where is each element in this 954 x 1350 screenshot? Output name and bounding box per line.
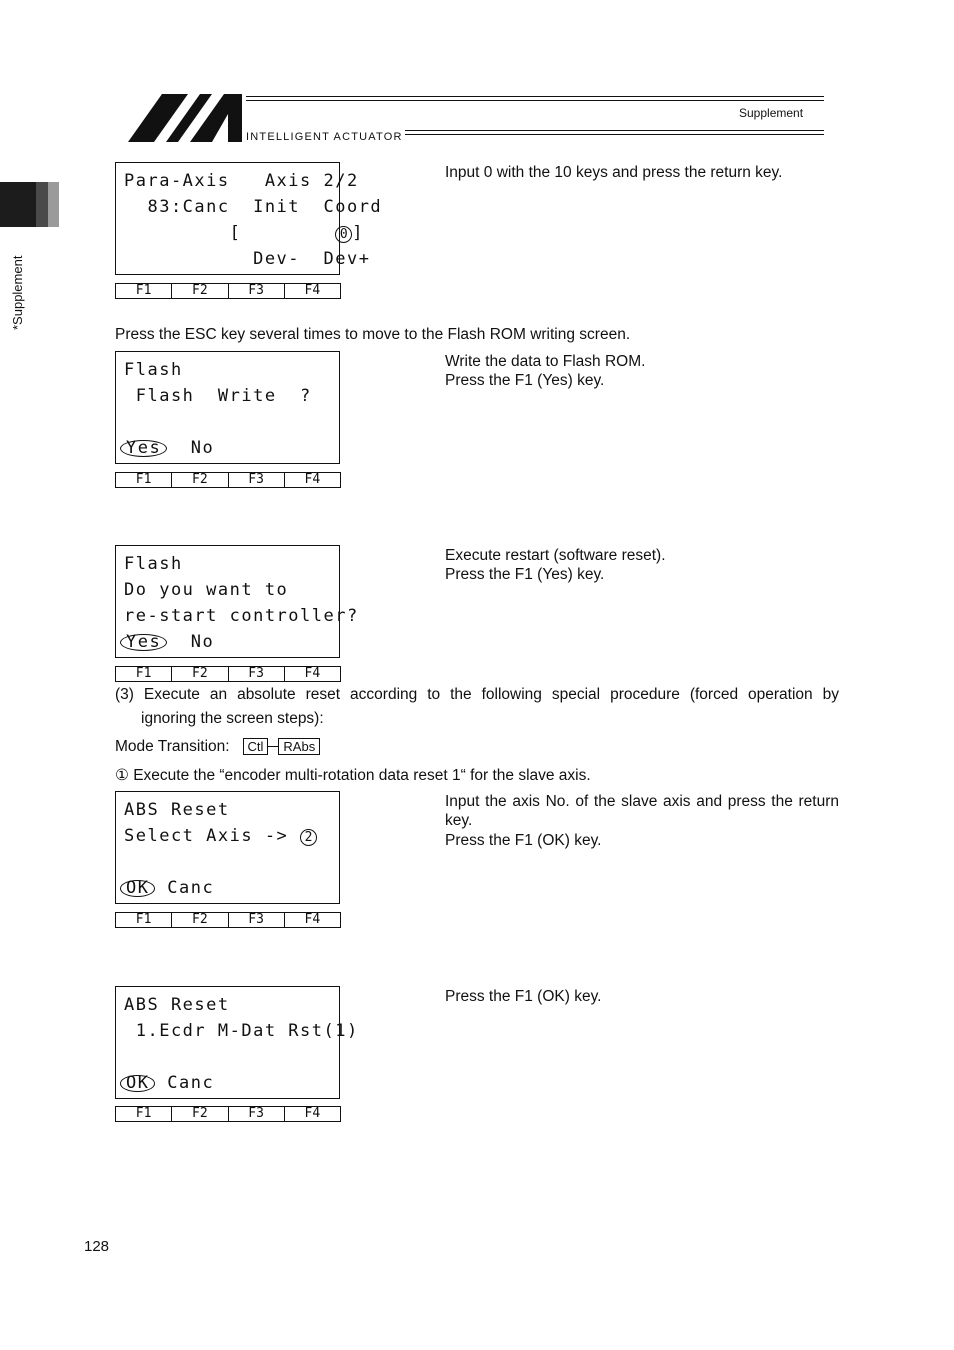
lcd-line: Flash [124, 360, 183, 380]
mode-transition-label: Mode Transition: [115, 738, 230, 755]
input-value: 0 [335, 226, 352, 243]
lcd-screen-restart [115, 545, 359, 658]
lcd-line: [ 0 ] [124, 223, 364, 243]
lcd-line: Flash [124, 554, 183, 574]
f4-key: F4 [304, 912, 321, 927]
f2-key: F2 [172, 913, 228, 927]
f3-key: F3 [229, 473, 285, 487]
lcd-softkeys [120, 438, 214, 458]
side-tab [48, 182, 59, 227]
lcd-line [124, 826, 317, 846]
lcd-softkeys [120, 632, 214, 652]
ctl-key: Ctl [243, 738, 269, 755]
f3-key: F3 [229, 913, 285, 927]
lcd-screen-abs-reset-select [115, 791, 340, 904]
lcd-line-text: [ [124, 223, 336, 243]
side-tab [0, 182, 36, 227]
f1-key: F1 [116, 913, 172, 927]
f2-key: F2 [172, 284, 228, 298]
f3-key: F3 [229, 284, 285, 298]
lcd-softkeys [120, 878, 214, 898]
caption: Input 0 with the 10 keys and press the return key. [445, 164, 783, 181]
caption: Execute restart (software reset). [445, 547, 666, 564]
section-title: Supplement [739, 106, 804, 120]
side-tab [36, 182, 48, 227]
lcd-screen-flash-write [115, 351, 340, 464]
lcd-line: Flash Write ? [124, 386, 312, 406]
step-3-text: (3) Execute an absolute reset according to the following special procedure (forced operation by [115, 686, 839, 703]
step-1-text: ① Execute the “encoder multi-rotation data reset 1“ for the slave axis. [115, 767, 591, 784]
caption: Write the data to Flash ROM. [445, 353, 646, 370]
side-tab-label: *Supplement [10, 255, 25, 330]
lcd-line: Do you want to [124, 580, 289, 600]
function-keys [115, 912, 341, 928]
f4-key: F4 [304, 666, 321, 681]
function-keys [115, 472, 341, 488]
instruction-text: Press the ESC key several times to move to the Flash ROM writing screen. [115, 326, 631, 343]
ok-softkey: OK [120, 1075, 155, 1092]
lcd-line: ABS Reset [124, 995, 230, 1015]
rabs-key: RAbs [278, 738, 320, 755]
caption: Press the F1 (OK) key. [445, 832, 602, 849]
page-number: 128 [84, 1238, 110, 1255]
caption: Press the F1 (OK) key. [445, 988, 602, 1005]
f1-key: F1 [116, 284, 172, 298]
caption: Input the axis No. of the slave axis and press the return key. [445, 793, 839, 829]
lcd-line: 1.Ecdr M-Dat Rst(1) [124, 1021, 359, 1041]
lcd-line: Dev- Dev+ [124, 249, 371, 269]
logo-subtext: INTELLIGENT ACTUATOR [246, 131, 403, 143]
axis-value: 2 [300, 829, 317, 846]
lcd-line: Para-Axis Axis 2/2 [124, 171, 359, 191]
f4-key: F4 [304, 472, 321, 487]
f4-key: F4 [304, 283, 321, 298]
f1-key: F1 [116, 667, 172, 681]
lcd-line: ABS Reset [124, 800, 230, 820]
yes-softkey: Yes [120, 440, 167, 457]
f1-key: F1 [116, 473, 172, 487]
function-keys [115, 666, 341, 682]
caption: Press the F1 (Yes) key. [445, 372, 605, 389]
header-rule [405, 134, 824, 135]
canc-softkey: Canc [167, 878, 215, 898]
lcd-line-text: Select Axis -> [124, 826, 301, 846]
lcd-line: re-start controller? [124, 606, 359, 626]
yes-softkey: Yes [120, 634, 167, 651]
f2-key: F2 [172, 473, 228, 487]
lcd-screen-para-axis [115, 162, 383, 275]
lcd-screen-abs-reset-ecdr [115, 986, 359, 1099]
header-rule [246, 100, 824, 101]
f2-key: F2 [172, 1107, 228, 1121]
mode-transition [115, 737, 320, 756]
function-keys [115, 1106, 341, 1122]
f1-key: F1 [116, 1107, 172, 1121]
lcd-softkeys [120, 1073, 214, 1093]
f3-key: F3 [229, 1107, 285, 1121]
f4-key: F4 [304, 1106, 321, 1121]
function-keys [115, 283, 341, 299]
company-logo [128, 94, 244, 142]
f2-key: F2 [172, 667, 228, 681]
f3-key: F3 [229, 667, 285, 681]
header-rule [405, 130, 824, 131]
no-softkey: No [190, 632, 215, 652]
header-rule [246, 96, 824, 97]
step-3-text: ignoring the screen steps): [141, 710, 324, 727]
caption: Press the F1 (Yes) key. [445, 566, 605, 583]
lcd-line: 83:Canc Init Coord [124, 197, 383, 217]
canc-softkey: Canc [167, 1073, 215, 1093]
ok-softkey: OK [120, 880, 155, 897]
no-softkey: No [190, 438, 215, 458]
